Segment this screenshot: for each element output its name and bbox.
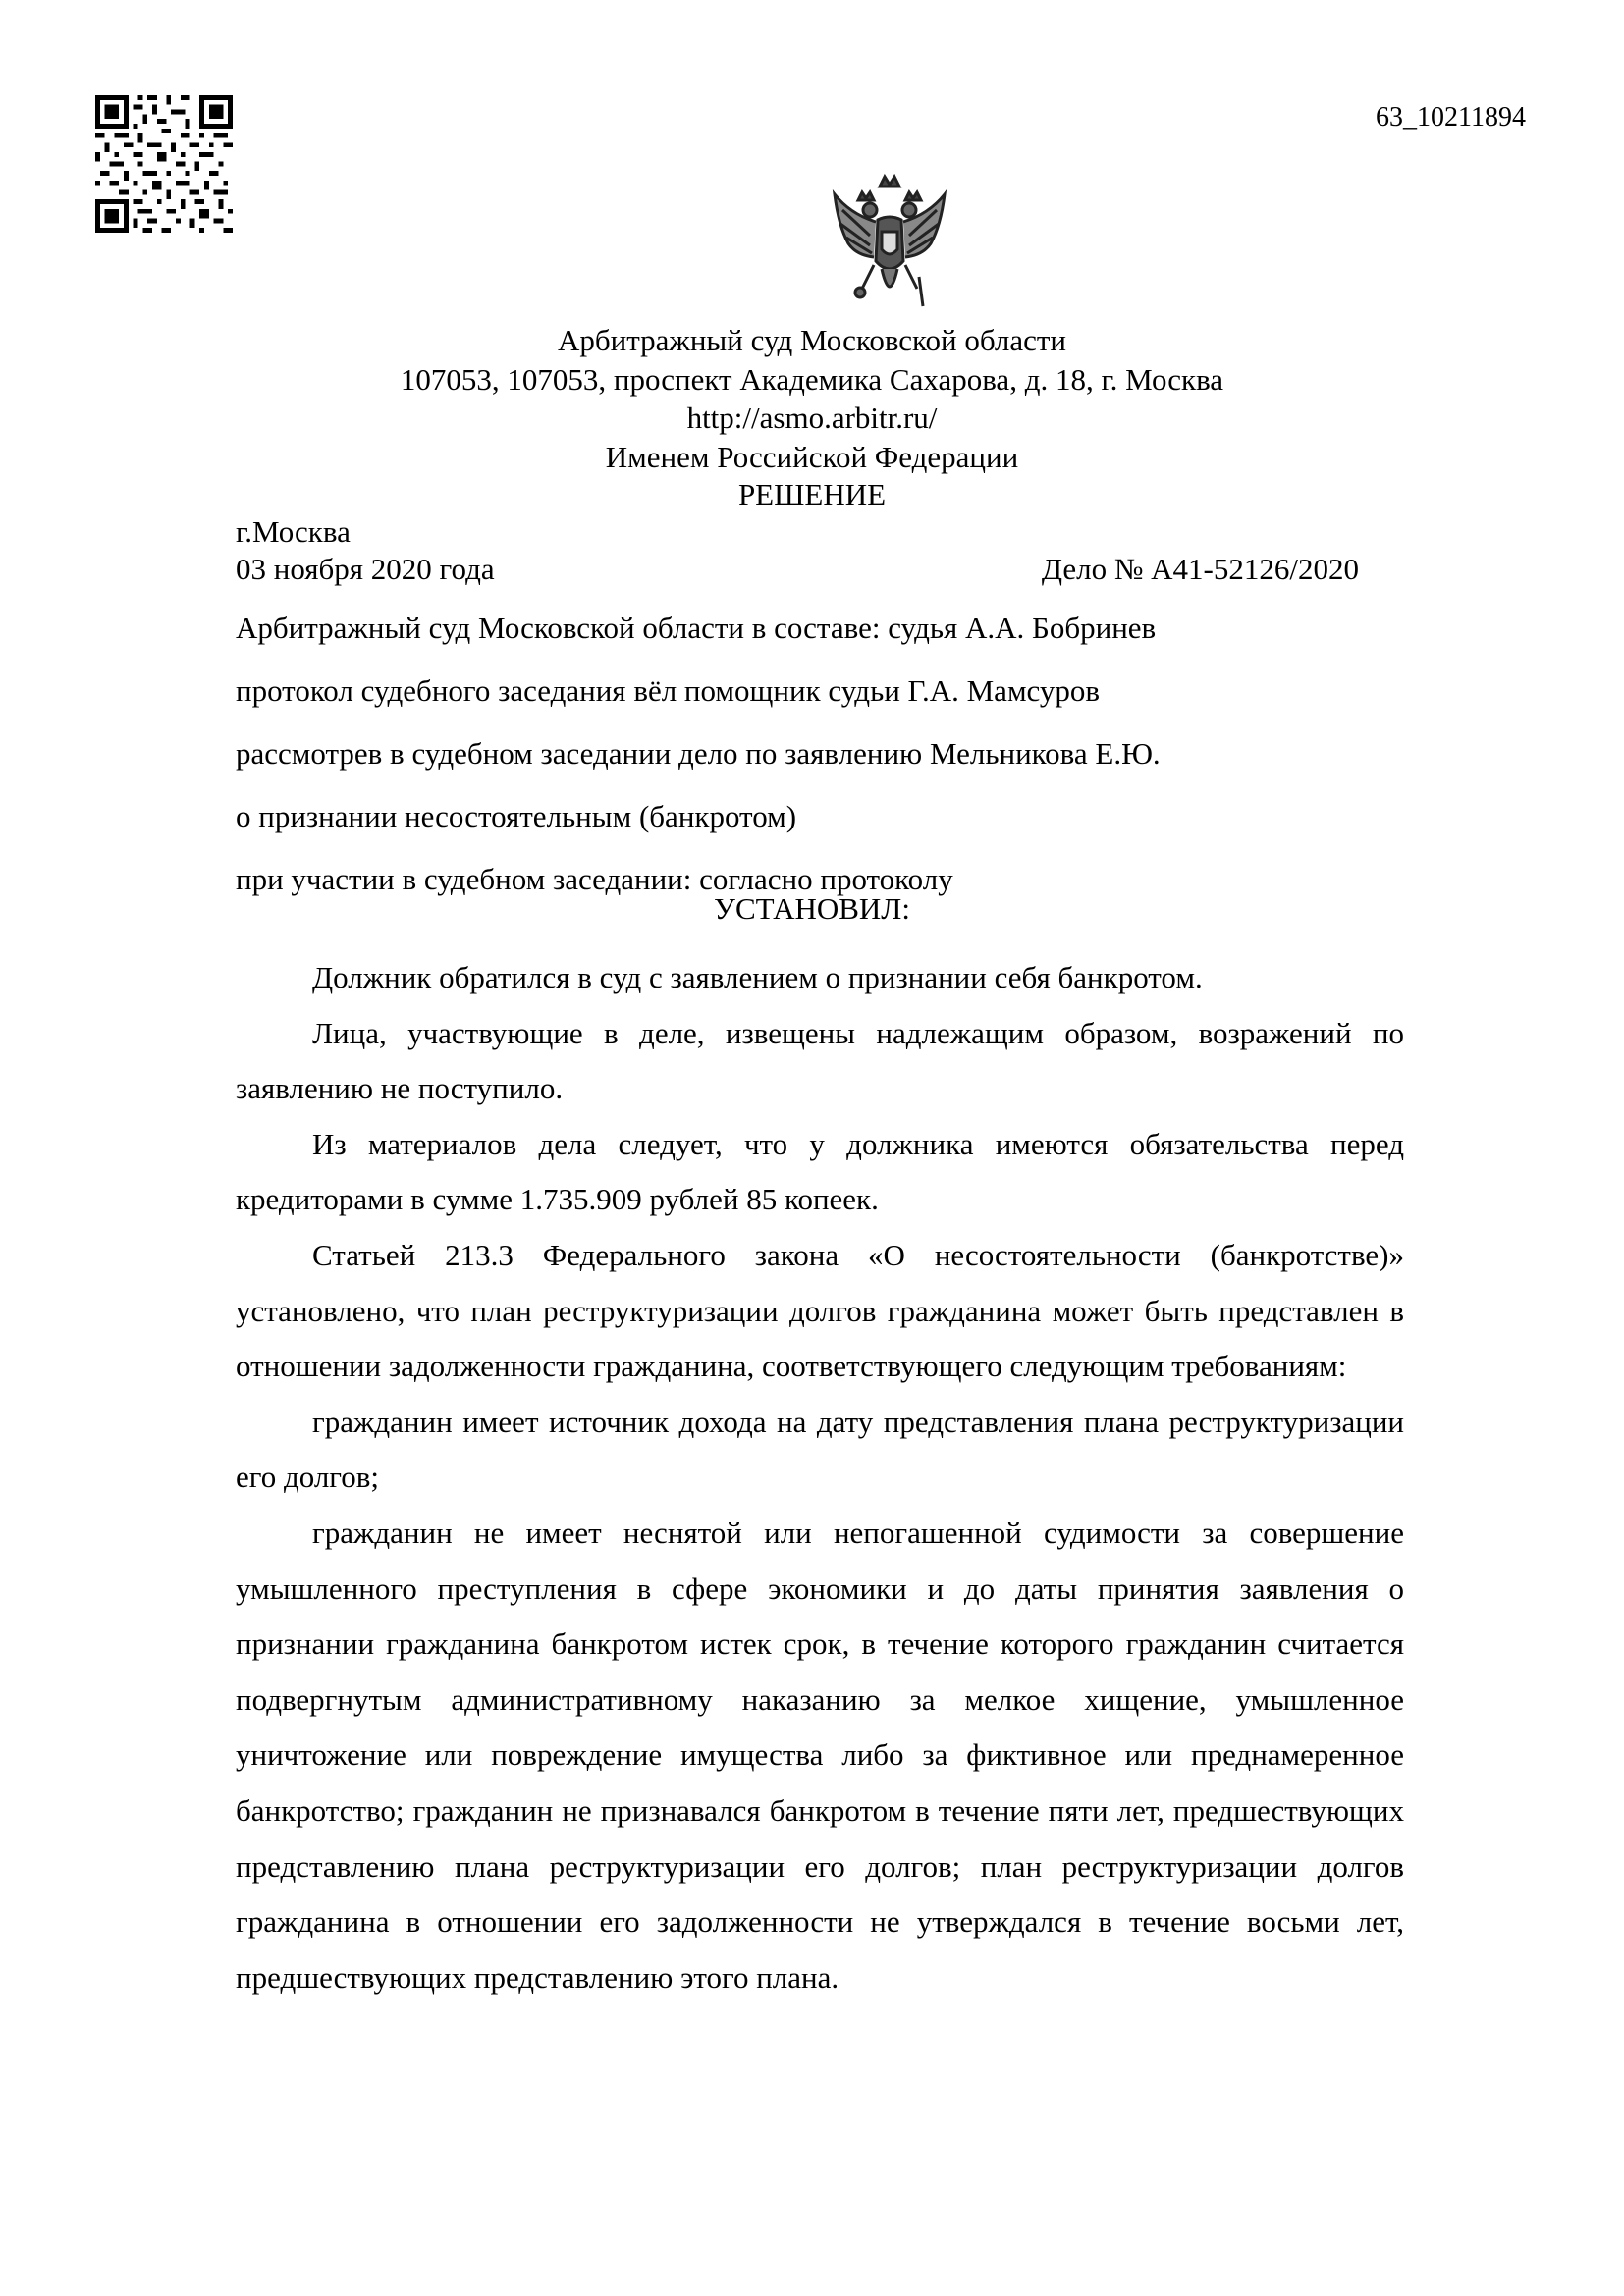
paragraph: гражданин имеет источник дохода на дату представления плана реструктуризации его долгов; bbox=[236, 1404, 1404, 1495]
intro-line: протокол судебного заседания вёл помощник судьи Г.А. Мамсуров bbox=[236, 673, 1101, 708]
court-address: 107053, 107053, проспект Академика Сахарова, д. 18, г. Москва bbox=[400, 362, 1224, 397]
decision-title: РЕШЕНИЕ bbox=[737, 477, 887, 511]
established-heading: УСТАНОВИЛ: bbox=[714, 891, 910, 926]
paragraph: Лица, участвующие в деле, извещены надлежащим образом, возражений по заявлению не поступило. bbox=[236, 1015, 1404, 1106]
in-name-line: Именем Российской Федерации bbox=[605, 440, 1019, 474]
qr-code-icon bbox=[95, 95, 233, 233]
intro-line: при участии в судебном заседании: согласно протоколу bbox=[236, 862, 953, 896]
paragraph: гражданин не имеет неснятой или непогашенной судимости за совершение умышленного преступления в сфере экономики и до даты принятия заявления о признании гражданина банкротом истек срок, в течение которого гражданин считается подвергнутым административному наказанию за мелкое хищение, умышленное уничтожение или повреждение имущества либо за фиктивное или преднамеренное банкротство; гражданин не признавался банкротом в течение пяти лет, предшествующих представлению плана реструктуризации его долгов; план реструктуризации долгов гражданина в отношении его задолженности не утверждался в течение восьми лет, предшествующих представлению этого плана. bbox=[236, 1515, 1404, 1995]
court-website: http://asmo.arbitr.ru/ bbox=[686, 400, 938, 435]
paragraph: Статьей 213.3 Федерального закона «О несостоятельности (банкротстве)» установлено, что план реструктуризации долгов гражданина может быть представлен в отношении задолженности гражданина, соответствующего следующим требованиям: bbox=[236, 1237, 1404, 1384]
case-number: Дело № А41-52126/2020 bbox=[1041, 552, 1359, 586]
decision-date: 03 ноября 2020 года bbox=[236, 552, 495, 586]
body-text bbox=[236, 950, 1404, 2005]
intro-line: рассмотрев в судебном заседании дело по заявлению Мельникова Е.Ю. bbox=[236, 736, 1161, 771]
city: г.Москва bbox=[236, 514, 351, 549]
coat-of-arms-icon bbox=[821, 167, 958, 324]
intro-line: о признании несостоятельным (банкротом) bbox=[236, 799, 797, 833]
court-name: Арбитражный суд Московской области bbox=[557, 323, 1066, 357]
paragraph: Должник обратился в суд с заявлением о признании себя банкротом. bbox=[312, 960, 1203, 994]
intro-line: Арбитражный суд Московской области в составе: судья А.А. Бобринев bbox=[236, 611, 1157, 645]
paragraph: Из материалов дела следует, что у должника имеются обязательства перед кредиторами в сумме 1.735.909 рублей 85 копеек. bbox=[236, 1126, 1404, 1217]
document-number: 63_10211894 bbox=[1376, 102, 1526, 133]
intro-block bbox=[236, 609, 1404, 923]
